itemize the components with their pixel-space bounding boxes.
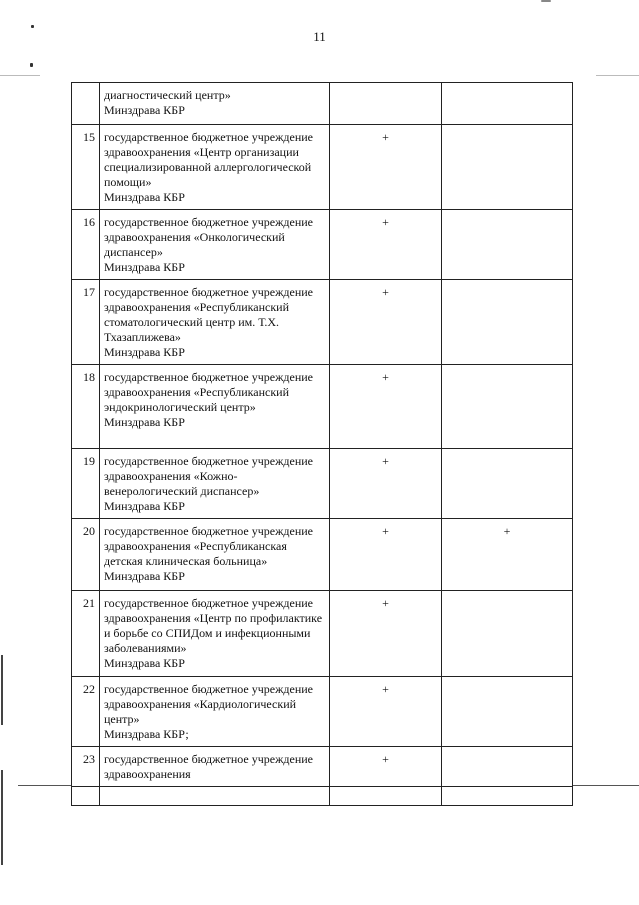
mark-column-3: + (330, 677, 442, 747)
institution-name: государственное бюджетное учреждение здравоохранения «Кожно-венерологический диспансер» Минздрава КБР (100, 449, 330, 519)
mark-column-4 (442, 83, 573, 125)
institution-name: государственное бюджетное учреждение здравоохранения «Онкологический диспансер» Минздрава КБР (100, 210, 330, 280)
table-row (72, 591, 573, 677)
scan-line-fragment (572, 785, 639, 786)
row-number: 21 (72, 591, 100, 677)
mark-column-3: + (330, 519, 442, 591)
table-row (72, 677, 573, 747)
page-number: 11 (313, 29, 326, 44)
row-number: 16 (72, 210, 100, 280)
table-row (72, 125, 573, 210)
institution-name: государственное бюджетное учреждение здравоохранения «Кардиологический центр» Минздрава КБР; (100, 677, 330, 747)
mark-column-4 (442, 591, 573, 677)
mark-column-4 (442, 280, 573, 365)
mark-column-3: + (330, 591, 442, 677)
institution-name: государственное бюджетное учреждение здравоохранения (100, 747, 330, 787)
table-row (72, 210, 573, 280)
table-row (72, 519, 573, 591)
row-number: 17 (72, 280, 100, 365)
row-number: 19 (72, 449, 100, 519)
row-number: 22 (72, 677, 100, 747)
row-number: 15 (72, 125, 100, 210)
table-row (72, 83, 573, 125)
table-row (72, 449, 573, 519)
row-number: 18 (72, 365, 100, 449)
mark-column-4 (442, 787, 573, 806)
row-number: 20 (72, 519, 100, 591)
institution-name: государственное бюджетное учреждение здравоохранения «Республиканская детская клиническая больница» Минздрава КБР (100, 519, 330, 591)
mark-column-4 (442, 125, 573, 210)
mark-column-4 (442, 677, 573, 747)
mark-column-3: + (330, 210, 442, 280)
table-row (72, 280, 573, 365)
mark-column-4 (442, 365, 573, 449)
institution-name: государственное бюджетное учреждение здравоохранения «Республиканский стоматологический центр им. Т.Х. Тхазаплижева» Минздрава КБР (100, 280, 330, 365)
row-number (72, 83, 100, 125)
institution-name: государственное бюджетное учреждение здравоохранения «Центр организации специализированной аллергологической помощи» Минздрава КБР (100, 125, 330, 210)
row-number: 23 (72, 747, 100, 787)
mark-column-3 (330, 787, 442, 806)
institution-name: государственное бюджетное учреждение здравоохранения «Республиканский эндокринологический центр» Минздрава КБР (100, 365, 330, 449)
scan-speck (30, 63, 33, 67)
institution-name: государственное бюджетное учреждение здравоохранения «Центр по профилактике и борьбе со СПИДом и инфекционными заболеваниями» Минздрава КБР (100, 591, 330, 677)
mark-column-3: + (330, 125, 442, 210)
row-number (72, 787, 100, 806)
scan-line-fragment (596, 75, 639, 76)
mark-column-3: + (330, 280, 442, 365)
mark-column-4 (442, 747, 573, 787)
institutions-table (71, 82, 573, 806)
mark-column-3 (330, 83, 442, 125)
institution-name (100, 787, 330, 806)
mark-column-4: + (442, 519, 573, 591)
mark-column-3: + (330, 747, 442, 787)
scan-speck (31, 25, 34, 28)
scan-line-fragment (18, 785, 71, 786)
mark-column-4 (442, 449, 573, 519)
institution-name: диагностический центр» Минздрава КБР (100, 83, 330, 125)
mark-column-3: + (330, 449, 442, 519)
table-row (72, 787, 573, 806)
scan-speck (541, 0, 551, 2)
binding-mark (1, 770, 3, 865)
table-row (72, 747, 573, 787)
scan-line-fragment (0, 75, 40, 76)
mark-column-4 (442, 210, 573, 280)
table-row (72, 365, 573, 449)
mark-column-3: + (330, 365, 442, 449)
binding-mark (1, 655, 3, 725)
